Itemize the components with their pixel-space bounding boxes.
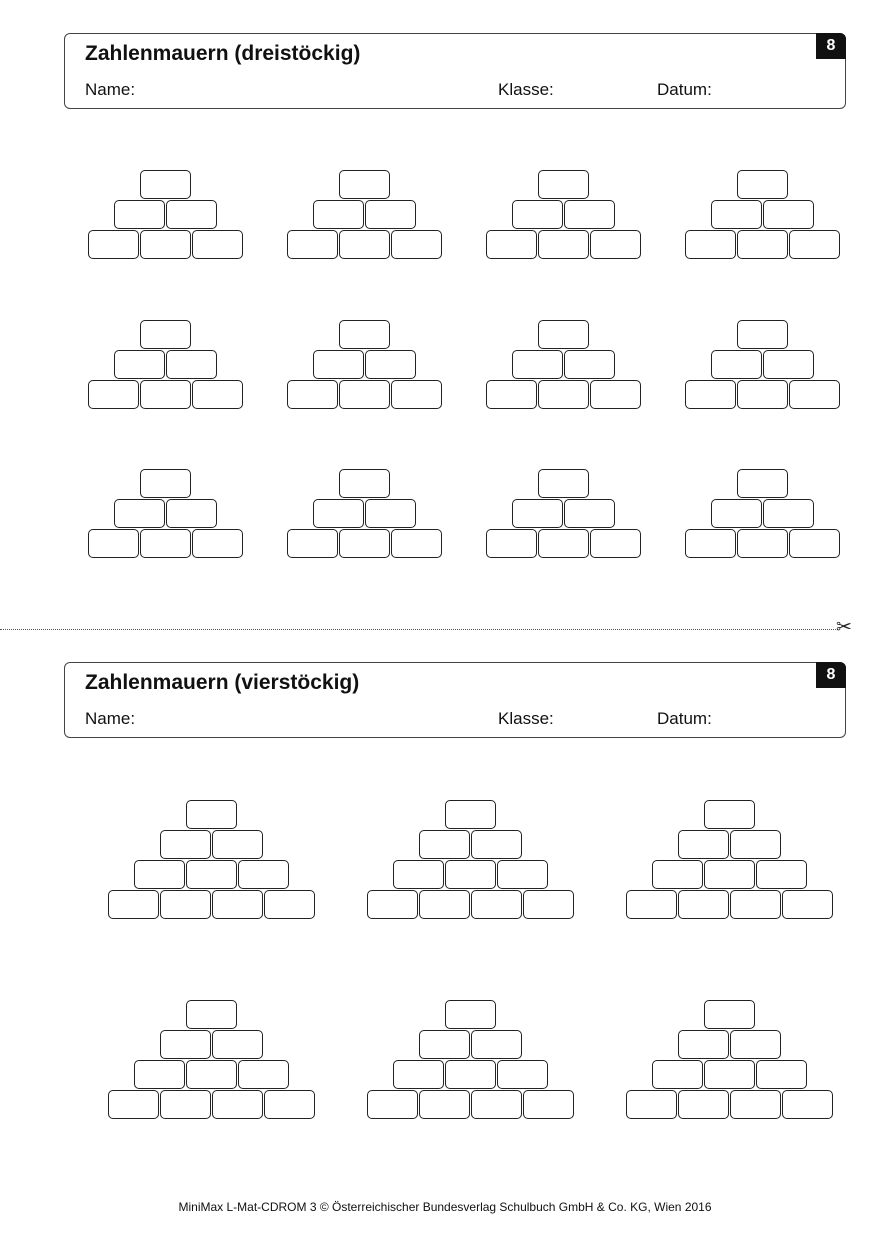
wall-brick[interactable] [160, 1090, 211, 1119]
wall-brick[interactable] [419, 890, 470, 919]
wall-brick[interactable] [264, 890, 315, 919]
sheet-number-badge: 8 [816, 662, 846, 688]
wall-brick[interactable] [339, 170, 390, 199]
date-label: Datum: [657, 80, 712, 99]
wall-brick[interactable] [789, 529, 840, 558]
wall-brick[interactable] [523, 890, 574, 919]
wall-brick[interactable] [192, 529, 243, 558]
wall-brick[interactable] [538, 380, 589, 409]
wall-brick[interactable] [730, 1090, 781, 1119]
wall-brick[interactable] [763, 200, 814, 229]
wall-brick[interactable] [160, 1030, 211, 1059]
wall-brick[interactable] [238, 1060, 289, 1089]
wall-brick[interactable] [313, 350, 364, 379]
wall-brick[interactable] [212, 1090, 263, 1119]
wall-brick[interactable] [471, 890, 522, 919]
wall-brick[interactable] [140, 529, 191, 558]
footer-copyright: MiniMax L-Mat-CDROM 3 © Österreichischer Bundesverlag Schulbuch GmbH & Co. KG, Wien 2016 [178, 1200, 712, 1214]
wall-brick[interactable] [711, 200, 762, 229]
wall-brick[interactable] [538, 529, 589, 558]
wall-brick[interactable] [88, 380, 139, 409]
wall-brick[interactable] [339, 320, 390, 349]
wall-brick[interactable] [756, 860, 807, 889]
wall-brick[interactable] [339, 469, 390, 498]
wall-brick[interactable] [789, 230, 840, 259]
wall-brick[interactable] [512, 200, 563, 229]
wall-brick[interactable] [114, 200, 165, 229]
wall-brick[interactable] [538, 170, 589, 199]
sheet-number-badge: 8 [816, 33, 846, 59]
wall-brick[interactable] [512, 350, 563, 379]
wall-brick[interactable] [108, 1090, 159, 1119]
wall-brick[interactable] [391, 230, 442, 259]
wall-brick[interactable] [471, 830, 522, 859]
wall-brick[interactable] [763, 350, 814, 379]
sheet-title: Zahlenmauern (dreistöckig) [85, 42, 361, 65]
wall-brick[interactable] [166, 499, 217, 528]
wall-brick[interactable] [365, 350, 416, 379]
wall-brick[interactable] [782, 1090, 833, 1119]
wall-brick[interactable] [114, 350, 165, 379]
wall-brick[interactable] [134, 860, 185, 889]
wall-brick[interactable] [287, 380, 338, 409]
wall-brick[interactable] [711, 499, 762, 528]
date-label: Datum: [657, 709, 712, 728]
wall-brick[interactable] [339, 380, 390, 409]
wall-brick[interactable] [212, 890, 263, 919]
wall-brick[interactable] [391, 380, 442, 409]
wall-brick[interactable] [590, 380, 641, 409]
class-label: Klasse: [498, 709, 554, 728]
wall-brick[interactable] [789, 380, 840, 409]
wall-brick[interactable] [678, 830, 729, 859]
wall-brick[interactable] [186, 860, 237, 889]
wall-brick[interactable] [711, 350, 762, 379]
wall-brick[interactable] [264, 1090, 315, 1119]
wall-brick[interactable] [365, 200, 416, 229]
wall-brick[interactable] [108, 890, 159, 919]
name-label: Name: [85, 709, 136, 728]
wall-brick[interactable] [685, 230, 736, 259]
wall-brick[interactable] [471, 1090, 522, 1119]
wall-brick[interactable] [538, 469, 589, 498]
wall-brick[interactable] [134, 1060, 185, 1089]
wall-brick[interactable] [445, 800, 496, 829]
wall-brick[interactable] [486, 380, 537, 409]
wall-brick[interactable] [238, 860, 289, 889]
wall-brick[interactable] [652, 1060, 703, 1089]
wall-brick[interactable] [590, 230, 641, 259]
wall-brick[interactable] [339, 230, 390, 259]
wall-brick[interactable] [538, 320, 589, 349]
wall-brick[interactable] [160, 890, 211, 919]
wall-brick[interactable] [186, 1000, 237, 1029]
wall-brick[interactable] [186, 800, 237, 829]
wall-brick[interactable] [678, 890, 729, 919]
wall-brick[interactable] [166, 350, 217, 379]
wall-brick[interactable] [419, 830, 470, 859]
wall-brick[interactable] [756, 1060, 807, 1089]
wall-brick[interactable] [393, 1060, 444, 1089]
wall-brick[interactable] [140, 320, 191, 349]
wall-brick[interactable] [678, 1090, 729, 1119]
wall-brick[interactable] [339, 529, 390, 558]
wall-brick[interactable] [704, 860, 755, 889]
wall-brick[interactable] [391, 529, 442, 558]
wall-brick[interactable] [212, 1030, 263, 1059]
wall-brick[interactable] [140, 380, 191, 409]
name-label: Name: [85, 80, 136, 99]
wall-brick[interactable] [166, 200, 217, 229]
wall-brick[interactable] [365, 499, 416, 528]
wall-brick[interactable] [626, 890, 677, 919]
wall-brick[interactable] [704, 800, 755, 829]
wall-brick[interactable] [140, 469, 191, 498]
wall-brick[interactable] [192, 380, 243, 409]
wall-brick[interactable] [88, 529, 139, 558]
wall-brick[interactable] [471, 1030, 522, 1059]
wall-brick[interactable] [564, 350, 615, 379]
wall-brick[interactable] [538, 230, 589, 259]
wall-brick[interactable] [626, 1090, 677, 1119]
scissors-icon: ✂ [836, 617, 852, 638]
wall-brick[interactable] [737, 380, 788, 409]
wall-brick[interactable] [313, 200, 364, 229]
wall-brick[interactable] [737, 230, 788, 259]
wall-brick[interactable] [367, 890, 418, 919]
wall-brick[interactable] [704, 1060, 755, 1089]
wall-brick[interactable] [419, 1030, 470, 1059]
wall-brick[interactable] [445, 860, 496, 889]
wall-brick[interactable] [419, 1090, 470, 1119]
wall-brick[interactable] [564, 499, 615, 528]
wall-brick[interactable] [730, 1030, 781, 1059]
wall-brick[interactable] [564, 200, 615, 229]
header-box-four-level [64, 662, 846, 738]
header-box-three-level [64, 33, 846, 109]
wall-brick[interactable] [678, 1030, 729, 1059]
wall-brick[interactable] [590, 529, 641, 558]
wall-brick[interactable] [685, 380, 736, 409]
wall-brick[interactable] [737, 320, 788, 349]
wall-brick[interactable] [497, 860, 548, 889]
wall-brick[interactable] [730, 830, 781, 859]
wall-brick[interactable] [192, 230, 243, 259]
wall-brick[interactable] [287, 230, 338, 259]
wall-brick[interactable] [730, 890, 781, 919]
wall-brick[interactable] [445, 1000, 496, 1029]
wall-brick[interactable] [313, 499, 364, 528]
wall-brick[interactable] [212, 830, 263, 859]
wall-brick[interactable] [782, 890, 833, 919]
wall-brick[interactable] [160, 830, 211, 859]
wall-brick[interactable] [393, 860, 444, 889]
wall-brick[interactable] [737, 170, 788, 199]
class-label: Klasse: [498, 80, 554, 99]
wall-brick[interactable] [685, 529, 736, 558]
wall-brick[interactable] [140, 230, 191, 259]
wall-brick[interactable] [763, 499, 814, 528]
wall-brick[interactable] [497, 1060, 548, 1089]
wall-brick[interactable] [737, 469, 788, 498]
cut-line [0, 629, 838, 630]
wall-brick[interactable] [704, 1000, 755, 1029]
sheet-title: Zahlenmauern (vierstöckig) [85, 671, 360, 694]
wall-brick[interactable] [88, 230, 139, 259]
wall-brick[interactable] [186, 1060, 237, 1089]
wall-brick[interactable] [287, 529, 338, 558]
wall-brick[interactable] [114, 499, 165, 528]
wall-brick[interactable] [512, 499, 563, 528]
wall-brick[interactable] [140, 170, 191, 199]
wall-brick[interactable] [486, 529, 537, 558]
wall-brick[interactable] [367, 1090, 418, 1119]
wall-brick[interactable] [486, 230, 537, 259]
wall-brick[interactable] [445, 1060, 496, 1089]
wall-brick[interactable] [523, 1090, 574, 1119]
wall-brick[interactable] [652, 860, 703, 889]
wall-brick[interactable] [737, 529, 788, 558]
